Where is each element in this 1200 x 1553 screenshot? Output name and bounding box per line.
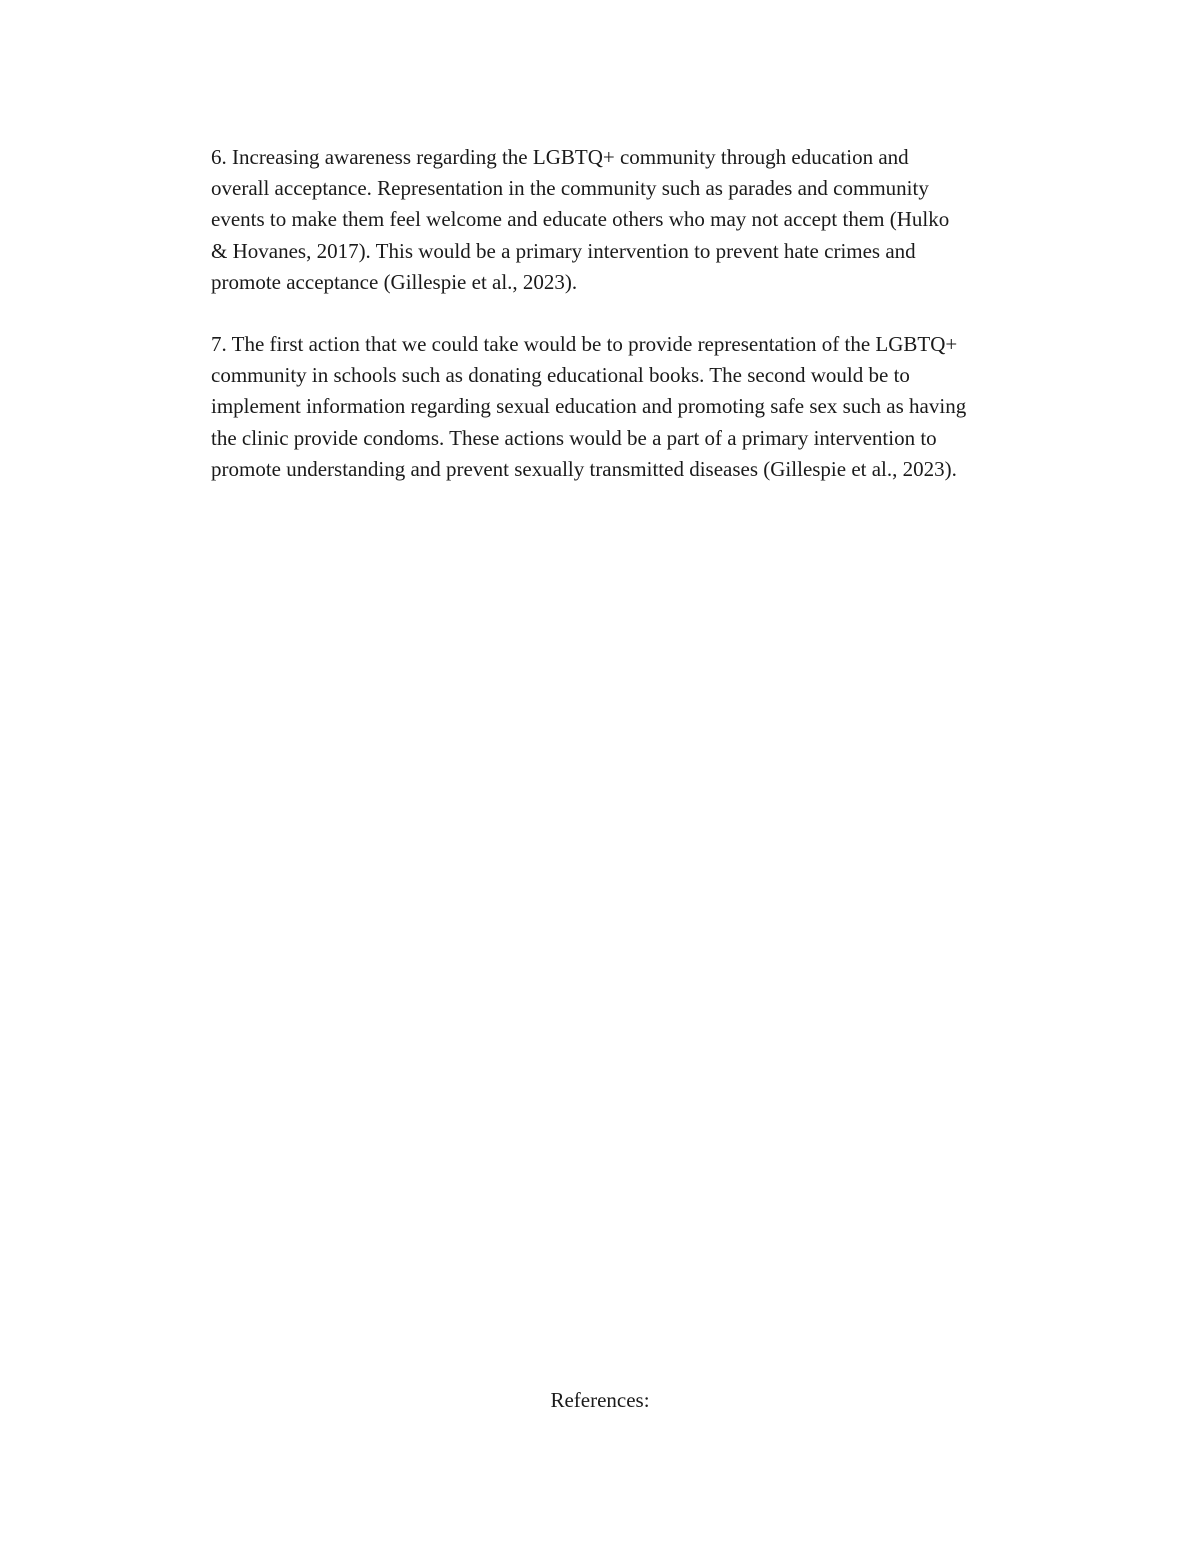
paragraph-line: promote understanding and prevent sexually transmitted diseases (Gillespie et al., 2023). <box>211 456 957 481</box>
paragraph-item-6 <box>211 142 1071 298</box>
paragraph-line: promote acceptance (Gillespie et al., 2023). <box>211 269 578 294</box>
paragraph-line: 7. The first action that we could take would be to provide representation of the LGBTQ+ <box>211 332 958 356</box>
paragraph-line: the clinic provide condoms. These actions would be a part of a primary intervention to <box>211 425 937 450</box>
paragraph-line: community in schools such as donating educational books. The second would be to <box>211 363 910 388</box>
paragraph-line: 6. Increasing awareness regarding the LGBTQ+ community through education and <box>211 145 909 169</box>
paragraph-line: overall acceptance. Representation in the community such as parades and community <box>211 176 929 201</box>
references-heading: References: <box>550 1388 650 1412</box>
paragraph-line: implement information regarding sexual education and promoting safe sex such as having <box>211 394 967 419</box>
paragraph-item-7 <box>211 329 1071 485</box>
paragraph-line: events to make them feel welcome and educate others who may not accept them (Hulko <box>211 207 950 232</box>
paragraph-line: & Hovanes, 2017). This would be a primary intervention to prevent hate crimes and <box>211 238 916 263</box>
